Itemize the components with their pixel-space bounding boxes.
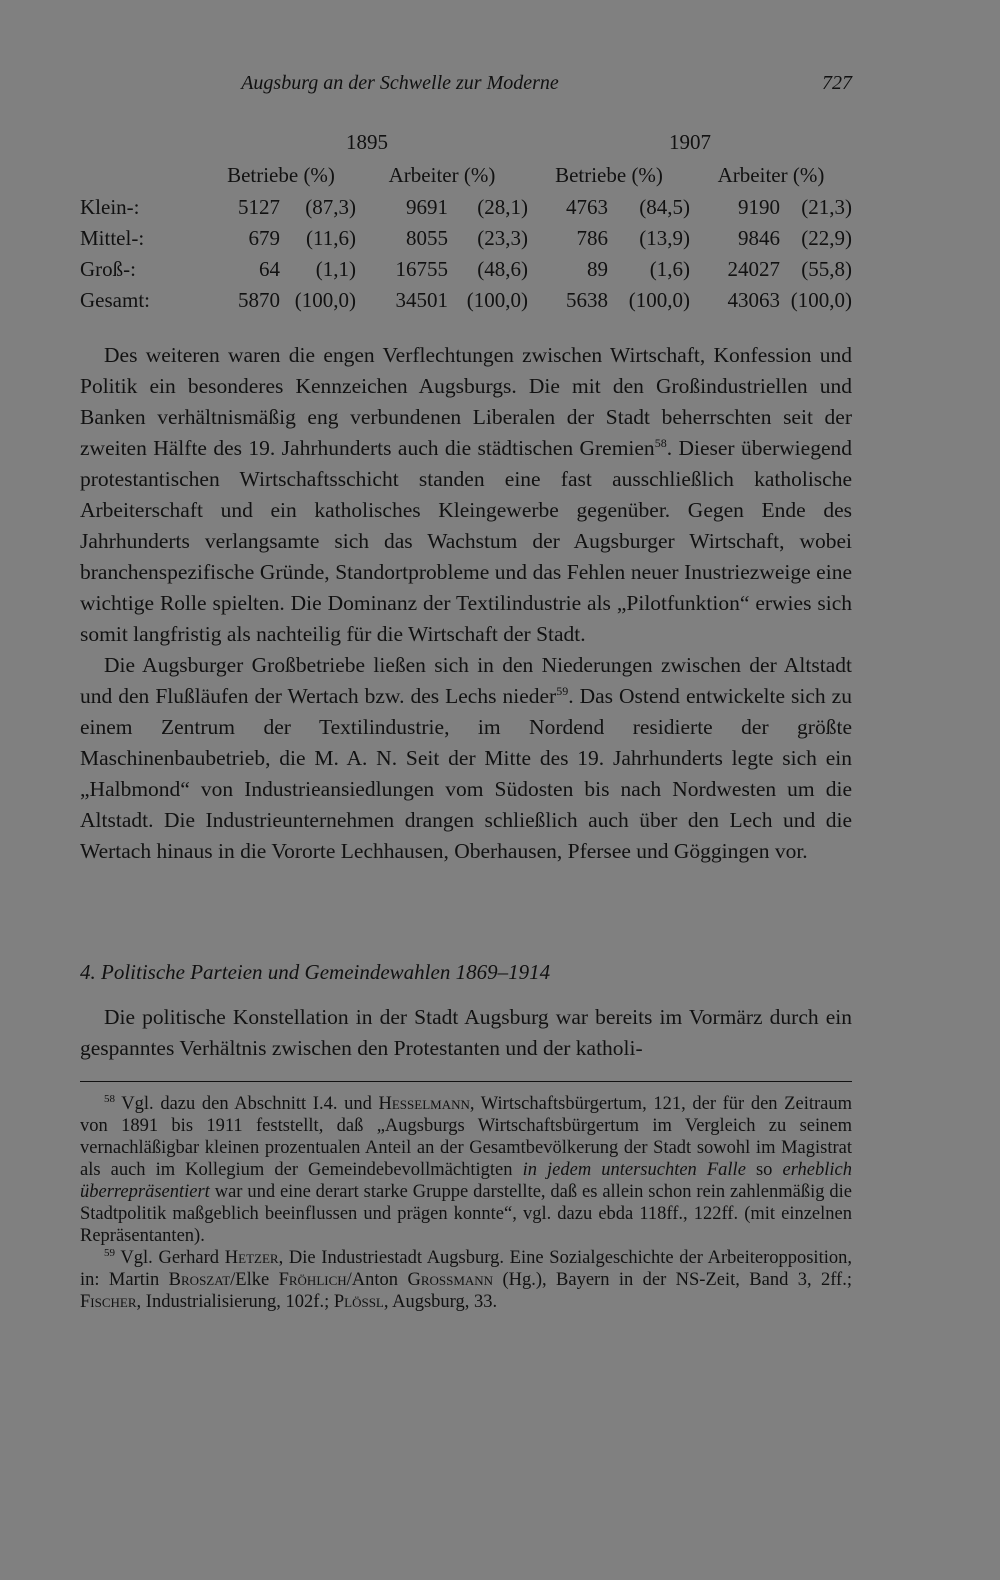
year-1895: 1895 — [346, 129, 388, 154]
table-row — [80, 285, 852, 316]
cell-count: 679 — [248, 226, 280, 250]
section-body — [80, 1002, 852, 1064]
cell-percent: (23,3) — [477, 226, 528, 250]
italic-span: erheblich überrepräsentiert — [80, 1160, 853, 1202]
cell-percent: (55,8) — [801, 257, 852, 281]
cell-count: 5127 — [238, 195, 280, 219]
text-span: /Anton — [346, 1270, 408, 1290]
table-row — [80, 192, 852, 223]
year-row — [80, 126, 852, 158]
text-span: so — [745, 1160, 783, 1180]
text-span: , Augsburg, 33. — [383, 1292, 498, 1312]
italic-span: in jedem untersuchten Falle — [522, 1160, 746, 1180]
footnote-rule — [80, 1081, 852, 1082]
row-label: Gesamt: — [80, 288, 150, 312]
cell-count: 64 — [259, 257, 280, 281]
cell-percent: (1,1) — [315, 257, 356, 281]
footnote-59 — [80, 1247, 852, 1313]
text-span: , Industrialisierung, 102f.; — [136, 1292, 334, 1312]
text-span: /Elke — [230, 1270, 279, 1290]
text-span: . Dieser überwiegend protestantischen Wirtschaftsschicht standen eine fast ausschließlich katholische Arbeiterschaft und ein katholisches Kleingewerbe gegenüber. Gegen Ende des Jahrhunderts verlangsamte sich das Wachstum der Augsburger Wirtschaft, wobei branchenspezifische Gründe, Standortprobleme und das Fehlen neuer Inustriezweige eine wichtige Rolle spielten. Die Dominanz der Textilindustrie als „Pilotfunktion“ erwies sich somit langfristig als nachteilig für die Wirtschaft der Stadt. — [80, 436, 852, 646]
text-span: Die Augsburger Großbetriebe ließen sich in den Niederungen zwischen der Altstadt und den Flußläufen der Wertach bzw. des Lechs nieder — [80, 653, 852, 708]
cell-count: 34501 — [395, 288, 448, 312]
author-name: Hetzer — [224, 1248, 279, 1268]
cell-percent: (21,3) — [801, 195, 852, 219]
running-title: Augsburg an der Schwelle zur Moderne — [241, 72, 559, 94]
paragraph — [80, 650, 852, 867]
cell-percent: (100,0) — [294, 288, 356, 312]
author-name: Fischer — [80, 1292, 137, 1312]
author-name: Plössl — [333, 1292, 384, 1312]
cell-count: 5638 — [566, 288, 608, 312]
statistics-table — [80, 126, 852, 316]
cell-count: 8055 — [406, 226, 448, 250]
author-name: Fröhlich — [278, 1270, 347, 1290]
column-header: Betriebe (%) — [555, 162, 663, 187]
column-header: Arbeiter (%) — [717, 162, 825, 187]
text-span: war und eine derart starke Gruppe darstellte, daß es allein schon rein zahlenmäßig die Stadtpolitik maßgeblich beeinflussen und prägen konnte“, vgl. dazu ebda 118ff., 122ff. (mit einzelnen Repräsentanten). — [80, 1182, 852, 1246]
text-span: Des weiteren waren die engen Verflechtungen zwischen Wirtschaft, Konfession und Politik ein besonderes Kennzeichen Augsburgs. Die mit den Großindustriellen und Banken verhältnismäßig eng verbundenen Liberalen der Stadt beherrschten seit der zweiten Hälfte des 19. Jahrhunderts auch die städtischen Gremien — [80, 343, 852, 460]
cell-percent: (100,0) — [466, 288, 528, 312]
cell-percent: (48,6) — [477, 257, 528, 281]
footnote-ref-58[interactable]: 58 — [654, 435, 667, 450]
author-name: Grossmann — [407, 1270, 494, 1290]
cell-percent: (100,0) — [628, 288, 690, 312]
cell-count: 9190 — [738, 195, 780, 219]
footnote-number: 59 — [104, 1246, 115, 1259]
cell-count: 89 — [587, 257, 608, 281]
paragraph: Die politische Konstellation in der Stadt Augsburg war bereits im Vormärz durch ein gespanntes Verhältnis zwischen den Protestanten und der katholi- — [80, 1005, 852, 1060]
page-number: 727 — [822, 72, 852, 94]
column-header: Arbeiter (%) — [388, 162, 496, 187]
cell-count: 786 — [576, 226, 608, 250]
cell-count: 24027 — [727, 257, 780, 281]
running-head — [80, 72, 852, 102]
row-label: Groß-: — [80, 257, 136, 281]
text-span: , Die Industriestadt Augsburg. Eine Sozialgeschichte der Arbeiteropposition, in: Martin — [80, 1248, 852, 1290]
cell-count: 9691 — [406, 195, 448, 219]
footnote-number: 58 — [104, 1092, 115, 1105]
cell-count: 4763 — [566, 195, 608, 219]
cell-count: 9846 — [738, 226, 780, 250]
author-name: Hesselmann — [378, 1094, 470, 1114]
cell-percent: (100,0) — [790, 288, 852, 312]
section-heading: 4. Politische Parteien und Gemeindewahlen 1869–1914 — [80, 960, 551, 984]
column-header: Betriebe (%) — [227, 162, 335, 187]
cell-percent: (87,3) — [305, 195, 356, 219]
text-span: Vgl. dazu den Abschnitt I.4. und — [115, 1094, 379, 1114]
cell-count: 5870 — [238, 288, 280, 312]
year-1907: 1907 — [669, 129, 711, 154]
paragraph — [80, 340, 852, 650]
cell-count: 43063 — [727, 288, 780, 312]
text-span: . Das Ostend entwickelte sich zu einem Zentrum der Textilindustrie, im Nordend residierte der größte Maschinenbaubetrieb, die M. A. N. Seit der Mitte des 19. Jahrhunderts legte sich ein „Halbmond“ von Industrieansiedlungen vom Südosten bis nach Nordwesten um die Altstadt. Die Industrieunternehmen drangen schließlich auch über den Lech und die Wertach hinaus in die Vororte Lechhausen, Oberhausen, Pfersee und Göggingen vor. — [80, 684, 852, 863]
table-row — [80, 254, 852, 285]
cell-percent: (84,5) — [639, 195, 690, 219]
cell-percent: (11,6) — [306, 226, 356, 250]
text-span: Vgl. Gerhard — [115, 1248, 225, 1268]
cell-percent: (28,1) — [477, 195, 528, 219]
footnote-ref-59[interactable]: 59 — [556, 683, 569, 698]
author-name: Broszat — [168, 1270, 231, 1290]
cell-count: 16755 — [395, 257, 448, 281]
text-span: , Wirtschaftsbürgertum, 121, der für den Zeitraum von 1891 bis 1911 feststellt, daß „Augsburgs Wirtschaftsbürgertum im Vergleich zu seinem vernachläßigbar kleinen prozentualen Anteil an der Gesamtbevölkerung der Stadt sowohl im Magistrat als auch im Kollegium der Gemeindebevollmächtigten — [80, 1094, 852, 1180]
column-header-row — [80, 158, 852, 192]
cell-percent: (22,9) — [801, 226, 852, 250]
footnote-58 — [80, 1093, 852, 1247]
body-text — [80, 340, 852, 867]
row-label: Mittel-: — [80, 226, 145, 250]
row-label: Klein-: — [80, 195, 140, 219]
text-span: (Hg.), Bayern in der NS-Zeit, Band 3, 2ff.; — [493, 1270, 852, 1290]
cell-percent: (13,9) — [639, 226, 690, 250]
table-row — [80, 223, 852, 254]
footnotes — [80, 1093, 852, 1313]
cell-percent: (1,6) — [649, 257, 690, 281]
